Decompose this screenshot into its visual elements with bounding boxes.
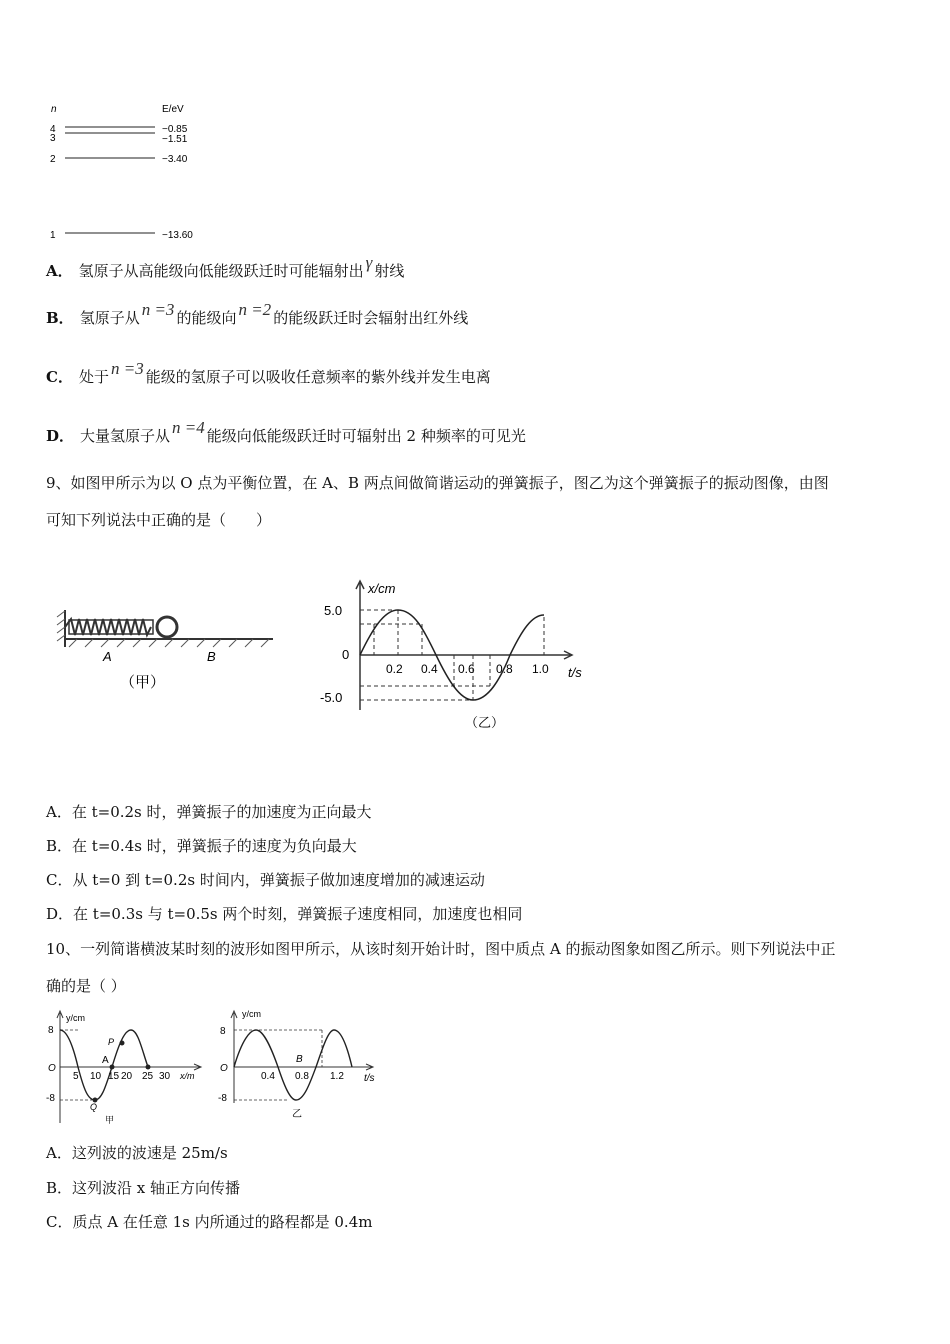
q10-yi-xtick: 0.4 (261, 1071, 275, 1082)
level-e-3: −1.51 (162, 134, 188, 145)
q9-option-d: D．在 t=0.3s 与 t=0.5s 两个时刻，弹簧振子速度相同，加速度也相同 (46, 905, 523, 923)
q10-jia-xtick: 30 (159, 1071, 171, 1082)
q8-option-a: A． 氢原子从高能级向低能级跃迁时可能辐射出 γ 射线 (46, 253, 405, 280)
q10-yi-ylabel: y/cm (242, 1009, 261, 1019)
q9-yi-xtick: 1.0 (532, 662, 549, 676)
fig-jia-caption: （甲） (120, 674, 166, 691)
q9-yi-xtick: 0.2 (386, 662, 403, 676)
q9-yi-xtick: 0.8 (496, 662, 513, 676)
q9-yi-ytick-neg: -5.0 (320, 690, 343, 705)
q10-option-c: C．质点 A 在任意 1s 内所通过的路程都是 0.4m (46, 1213, 373, 1231)
q10-yi-xtick: 1.2 (330, 1071, 344, 1082)
q10-jia-ylabel: y/cm (66, 1013, 85, 1023)
level-n-1: 1 (50, 230, 56, 241)
q10-jia-label-a: A (102, 1055, 109, 1066)
oscillator-ball (157, 617, 177, 637)
q9-figure-jia (55, 605, 285, 705)
q9-stem-line2: 可知下列说法中正确的是（ ） (46, 511, 272, 529)
n-axis-label: n (51, 104, 57, 115)
q10-jia-xtick: 10 (90, 1071, 102, 1082)
q10-jia-ytick: -8 (46, 1093, 55, 1104)
q10-stem-line1: 10、一列简谐横波某时刻的波形如图甲所示，从该时刻开始计时，图中质点 A 的振动图象如图乙所示。则下列说法中正 (46, 940, 836, 958)
energy-level-diagram (40, 95, 240, 250)
q10-jia-point-end (146, 1065, 151, 1070)
q10-stem-line2: 确的是（ ） (46, 977, 126, 995)
q10-jia-point-a (110, 1065, 115, 1070)
level-e-4: −0.85 (162, 124, 188, 135)
point-a-label: A (103, 649, 112, 664)
q10-option-b: B．这列波沿 x 轴正方向传播 (46, 1179, 241, 1197)
q10-yi-curve (234, 1030, 352, 1100)
q10-jia-xlabel: x/m (180, 1071, 195, 1081)
q9-yi-xtick: 0.6 (458, 662, 475, 676)
q10-jia-caption: 甲 (105, 1115, 115, 1125)
energy-axis-label: E/eV (162, 104, 184, 115)
point-b-label: B (207, 649, 216, 664)
q10-jia-xtick: 20 (121, 1071, 133, 1082)
q8-option-d: D． 大量氢原子从 n =4 能级向低能级跃迁时可辐射出 2 种频率的可见光 (46, 418, 526, 445)
q9-option-c: C．从 t=0 到 t=0.2s 时间内，弹簧振子做加速度增加的减速运动 (46, 871, 485, 889)
q10-figure-yi (212, 1005, 392, 1120)
level-e-2: −3.40 (162, 154, 188, 165)
q8-option-b: B． 氢原子从 n =3 的能级向 n =2 的能级跃迁时会辐射出红外线 (46, 300, 469, 327)
level-e-1: −13.60 (162, 230, 193, 241)
q10-yi-ytick: -8 (218, 1093, 227, 1104)
q10-jia-point-p (120, 1041, 125, 1046)
q10-yi-point-b: B (296, 1054, 303, 1065)
q10-jia-xtick: 15 (108, 1071, 120, 1082)
q10-jia-xtick: 25 (142, 1071, 154, 1082)
q10-jia-label-p: P (108, 1037, 115, 1047)
level-n-2: 2 (50, 154, 56, 165)
q10-jia-ytick: 8 (48, 1025, 54, 1036)
q10-figure-jia (40, 1005, 215, 1130)
q10-option-a: A．这列波的波速是 25m/s (46, 1144, 228, 1162)
q10-jia-xtick: 5 (73, 1071, 79, 1082)
q9-option-a: A．在 t=0.2s 时，弹簧振子的加速度为正向最大 (46, 803, 372, 821)
q9-yi-ytick-pos: 5.0 (324, 603, 343, 618)
q10-yi-xtick: 0.8 (295, 1071, 309, 1082)
q9-yi-ylabel: x/cm (368, 581, 396, 596)
q10-jia-ytick: O (48, 1063, 56, 1074)
level-n-4: 4 (50, 124, 56, 135)
q8-option-c: C． 处于 n =3 能级的氢原子可以吸收任意频率的紫外线并发生电离 (46, 359, 491, 386)
q9-stem-line1: 9、如图甲所示为以 O 点为平衡位置，在 A、B 两点间做简谐运动的弹簧振子，图乙为这个弹簧振子的振动图像，由图 (46, 474, 829, 492)
q9-yi-xtick: 0.4 (421, 662, 438, 676)
q10-yi-caption: 乙 (292, 1109, 302, 1120)
q10-yi-xlabel: t/s (364, 1073, 375, 1084)
level-n-3: 3 (50, 133, 56, 144)
q9-yi-ytick-zero: 0 (342, 647, 350, 662)
q9-yi-caption: （乙） (465, 715, 505, 730)
q9-yi-xlabel: t/s (568, 665, 582, 680)
q9-option-b: B．在 t=0.4s 时，弹簧振子的速度为负向最大 (46, 837, 357, 855)
spring-coil (65, 619, 151, 635)
q10-jia-label-q: Q (90, 1102, 98, 1112)
q9-figure-yi (310, 575, 600, 735)
q10-yi-ytick: O (220, 1063, 228, 1074)
q10-yi-ytick: 8 (220, 1026, 226, 1037)
